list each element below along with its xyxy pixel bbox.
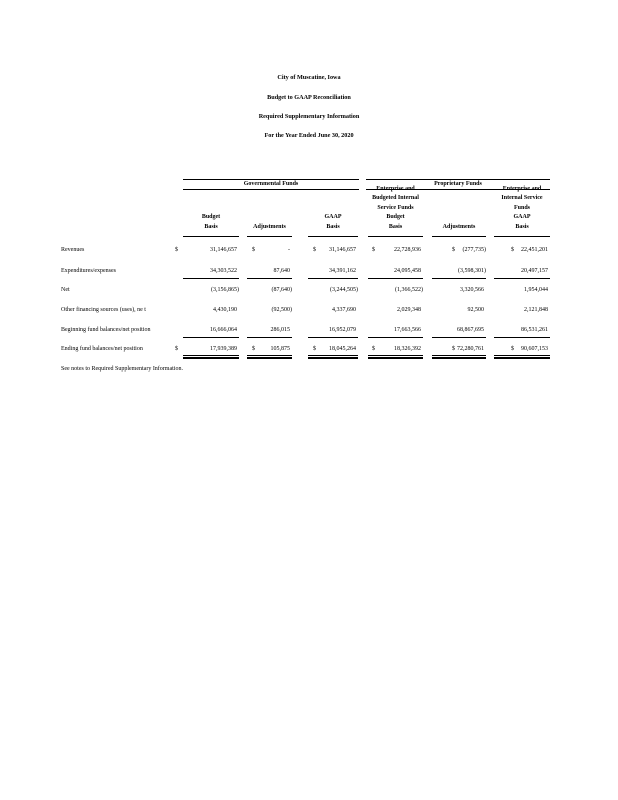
subtotal-underline bbox=[432, 337, 486, 338]
column-header-line: Basis bbox=[515, 223, 529, 230]
column-header bbox=[432, 223, 486, 233]
column-header-line: Budgeted Internal bbox=[372, 195, 419, 201]
total-double-underline bbox=[247, 357, 292, 359]
header-underline bbox=[432, 236, 486, 237]
column-header bbox=[247, 223, 292, 233]
cell-value: 24,095,458 bbox=[394, 268, 421, 274]
header-underline bbox=[308, 236, 358, 237]
currency-symbol: $ bbox=[511, 247, 514, 253]
currency-symbol: $ bbox=[175, 247, 178, 253]
subtotal-underline bbox=[308, 337, 358, 338]
column-header-line: Service Funds bbox=[377, 204, 414, 211]
group-proprietary-funds: Proprietary Funds bbox=[434, 181, 482, 187]
header-underline bbox=[494, 236, 550, 237]
total-underline bbox=[183, 355, 239, 356]
currency-symbol: $ bbox=[252, 346, 255, 352]
row-label: Expenditures/expenses bbox=[61, 268, 116, 274]
currency-symbol: $ bbox=[313, 346, 316, 352]
cell-value: 72,280,761 bbox=[457, 346, 484, 352]
header-underline bbox=[368, 236, 423, 237]
currency-symbol: $ bbox=[175, 346, 178, 352]
subtotal-underline bbox=[183, 337, 239, 338]
row-label: Net bbox=[61, 287, 70, 293]
cell-value: (3,598,301) bbox=[458, 268, 486, 274]
column-header-line: Budget bbox=[386, 214, 405, 220]
subtotal-underline bbox=[183, 278, 239, 279]
subtotal-underline bbox=[308, 278, 358, 279]
column-header bbox=[494, 185, 550, 233]
divider bbox=[183, 179, 359, 180]
cell-value: 16,666,064 bbox=[210, 327, 237, 333]
column-header-line: Funds bbox=[513, 204, 530, 211]
currency-symbol: $ bbox=[252, 247, 255, 253]
column-header-line: Basis bbox=[326, 223, 340, 230]
total-double-underline bbox=[494, 357, 550, 359]
total-underline bbox=[494, 355, 550, 356]
column-header-line: Adjustments bbox=[442, 223, 476, 230]
total-double-underline bbox=[432, 357, 486, 359]
subtotal-underline bbox=[494, 278, 550, 279]
cell-value: 31,146,657 bbox=[329, 247, 356, 253]
total-underline bbox=[368, 355, 423, 356]
cell-value: 22,728,936 bbox=[394, 247, 421, 253]
column-header-line: Basis bbox=[204, 223, 218, 230]
group-governmental-funds: Governmental Funds bbox=[243, 181, 299, 187]
cell-value: 2,029,348 bbox=[397, 307, 421, 313]
divider bbox=[366, 179, 550, 180]
cell-value: 68,867,695 bbox=[457, 327, 484, 333]
cell-value: 34,391,162 bbox=[329, 268, 356, 274]
cell-value: (1,366,522) bbox=[395, 287, 423, 293]
total-underline bbox=[308, 355, 358, 356]
cell-value: 34,303,522 bbox=[210, 268, 237, 274]
currency-symbol: $ bbox=[372, 247, 375, 253]
cell-value: 22,451,201 bbox=[521, 247, 548, 253]
total-underline bbox=[247, 355, 292, 356]
total-double-underline bbox=[368, 357, 423, 359]
column-header-line: Basis bbox=[388, 223, 403, 230]
cell-value: 3,320,566 bbox=[460, 287, 484, 293]
column-header-line: Enterprise and bbox=[502, 185, 542, 192]
cell-value: 18,326,392 bbox=[394, 346, 421, 352]
cell-value: 16,952,079 bbox=[329, 327, 356, 333]
cell-value: 2,121,848 bbox=[524, 307, 548, 313]
title-section: Required Supplementary Information bbox=[258, 113, 360, 120]
cell-value: (87,640) bbox=[271, 287, 292, 293]
column-header bbox=[308, 213, 358, 232]
cell-value: 1,954,044 bbox=[524, 287, 548, 293]
cell-value: 17,663,566 bbox=[394, 327, 421, 333]
subtotal-underline bbox=[494, 337, 550, 338]
subtotal-underline bbox=[432, 278, 486, 279]
cell-value: (277,735) bbox=[462, 247, 486, 253]
cell-value: 20,497,157 bbox=[521, 268, 548, 274]
currency-symbol: $ bbox=[372, 346, 375, 352]
column-header bbox=[368, 185, 423, 233]
subtotal-underline bbox=[247, 278, 292, 279]
row-label: Other financing sources (uses), ne t bbox=[61, 307, 146, 313]
column-header-line: GAAP bbox=[513, 214, 531, 220]
currency-symbol: $ bbox=[452, 346, 455, 352]
row-label: Ending fund balances/net position bbox=[61, 346, 143, 352]
column-header-line: Internal Service bbox=[501, 195, 543, 201]
title-city: City of Muscatine, Iowa bbox=[277, 74, 341, 81]
cell-value: 92,500 bbox=[467, 307, 484, 313]
title-report: Budget to GAAP Reconciliation bbox=[267, 94, 351, 101]
column-header-line: Budget bbox=[201, 214, 221, 220]
total-double-underline bbox=[183, 357, 239, 359]
cell-value: 17,939,389 bbox=[210, 346, 237, 352]
subtotal-underline bbox=[368, 337, 423, 338]
divider bbox=[183, 189, 359, 190]
cell-value: 286,015 bbox=[270, 327, 290, 333]
cell-value: 105,875 bbox=[270, 346, 290, 352]
cell-value: 86,531,261 bbox=[521, 327, 548, 333]
column-header-line: GAAP bbox=[324, 214, 342, 220]
currency-symbol: $ bbox=[313, 247, 316, 253]
row-label: Beginning fund balances/net position bbox=[61, 327, 151, 333]
cell-value: 31,146,657 bbox=[210, 247, 237, 253]
total-underline bbox=[432, 355, 486, 356]
cell-value: 4,337,690 bbox=[332, 307, 356, 313]
header-underline bbox=[247, 236, 292, 237]
currency-symbol: $ bbox=[452, 247, 455, 253]
footnote: See notes to Required Supplementary Information. bbox=[61, 366, 183, 372]
cell-value: (3,156,865) bbox=[211, 287, 239, 293]
cell-value: 87,640 bbox=[273, 268, 290, 274]
cell-value: (92,500) bbox=[271, 307, 292, 313]
currency-symbol: $ bbox=[511, 346, 514, 352]
row-label: Revenues bbox=[61, 247, 85, 253]
subtotal-underline bbox=[247, 337, 292, 338]
total-double-underline bbox=[308, 357, 358, 359]
column-header bbox=[183, 213, 239, 232]
column-header-line: Adjustments bbox=[253, 223, 286, 230]
subtotal-underline bbox=[368, 278, 423, 279]
cell-value: 90,607,153 bbox=[521, 346, 548, 352]
column-header-line: Enterprise and bbox=[376, 185, 415, 192]
cell-value: - bbox=[288, 247, 290, 253]
header-underline bbox=[183, 236, 239, 237]
title-period: For the Year Ended June 30, 2020 bbox=[264, 132, 354, 139]
cell-value: 18,045,264 bbox=[329, 346, 356, 352]
cell-value: 4,430,190 bbox=[213, 307, 237, 313]
cell-value: (3,244,505) bbox=[330, 287, 358, 293]
